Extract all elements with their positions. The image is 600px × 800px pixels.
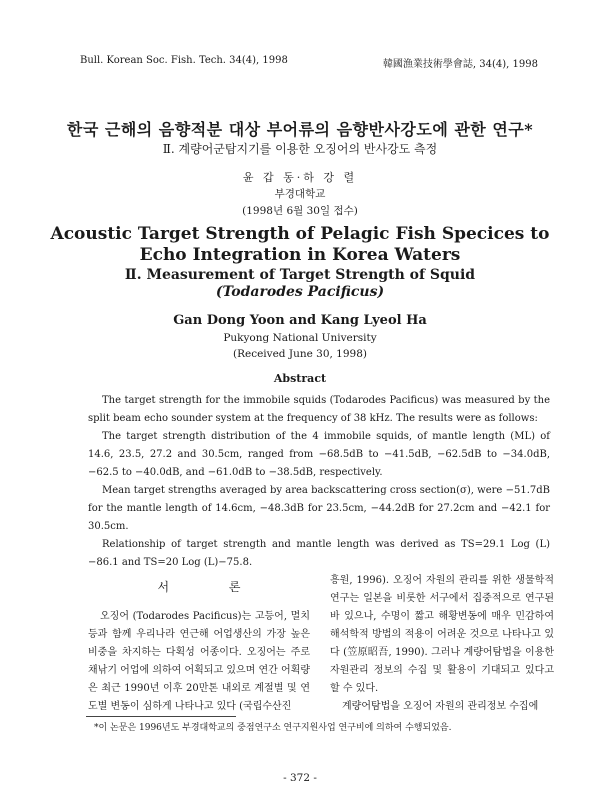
korean-subtitle: Ⅱ. 계량어군탐지기를 이용한 오징어의 반사강도 측정: [162, 142, 438, 156]
body-paragraph: 계량어탐법을 오징어 자원의 관리정보 수집에: [342, 701, 539, 712]
abstract-paragraph: Mean target strengths averaged by area backscattering cross section(σ), were −51.7dB for the mantle length of 14.6cm, −48.3dB for 23.5cm, −44.2dB for 27.2cm and −42.1 for 30.5cm.: [88, 485, 550, 532]
english-subtitle: [0, 267, 600, 301]
header-journal-ko: 韓國漁業技術學會誌, 34(4), 1998: [382, 59, 538, 70]
english-subtitle-line2: (Todarodes Pacificus): [215, 284, 385, 300]
page-number: - 372 -: [283, 772, 317, 784]
abstract-heading: Abstract: [273, 372, 327, 385]
abstract-paragraph: The target strength distribution of the 4 immobile squids, of mantle length (ML) of 14.6, 23.5, 27.2 and 30.5cm, ranged from −68.5dB to −41.5dB, −62.5dB to −34.0dB, −62.5 to −40.0dB, and −61.0dB to −38.5dB, respectively.: [88, 431, 550, 478]
section-heading-introduction: 서 론: [157, 580, 269, 594]
korean-authors: 윤 갑 동·하 강 렬: [242, 171, 358, 184]
abstract-body: [88, 392, 550, 572]
english-subtitle-line1: Ⅱ. Measurement of Target Strength of Squid: [124, 267, 476, 283]
english-title-line2: Echo Integration in Korea Waters: [139, 245, 461, 265]
english-title-line1: Acoustic Target Strength of Pelagic Fish Specices to: [50, 224, 550, 244]
abstract-paragraph: Relationship of target strength and mantle length was derived as TS=29.1 Log (L)−86.1 and TS=20 Log (L)−75.8.: [88, 539, 550, 568]
header-journal-en: Bull. Korean Soc. Fish. Tech. 34(4), 1998: [80, 55, 288, 66]
abstract-paragraph: The target strength for the immobile squids (Todarodes Pacificus) was measured by the split beam echo sounder system at the frequency of 38 kHz. The results were as follows:: [88, 395, 550, 424]
korean-received-date: (1998년 6월 30일 접수): [242, 205, 358, 217]
english-title: [0, 224, 600, 266]
body-column-left: [88, 572, 310, 716]
korean-affiliation: 부경대학교: [274, 188, 326, 200]
body-paragraph: 흥원, 1996). 오징어 자원의 관리를 위한 생물학적 연구는 일본을 비롯한 서구에서 집중적으로 연구된 바 있으나, 수명이 짧고 해황변동에 매우 민감하여 해석학적 방법의 적용이 어려운 것으로 나타나고 있다 (笠原昭吾, 1990). 그러나 계량어탐법을 이용한 자원관리 정보의 수집 및 활용이 기대되고 있다고 할 수 있다.: [330, 575, 554, 694]
english-received-date: (Received June 30, 1998): [232, 348, 367, 360]
footnote-divider: [86, 716, 236, 717]
footnote: *이 논문은 1996년도 부경대학교의 중점연구소 연구지원사업 연구비에 의하여 수행되었음.: [94, 723, 452, 733]
english-authors: Gan Dong Yoon and Kang Lyeol Ha: [173, 313, 427, 328]
korean-title: 한국 근해의 음향적분 대상 부어류의 음향반사강도에 관한 연구*: [66, 120, 534, 139]
body-paragraph: 오징어 (Todarodes Pacificus)는 고등어, 멸치 등과 함께 우리나라 연근해 어업생산의 가장 높은 비중을 차지하는 다획성 어종이다. 오징어는 주로 채낚기 어업에 의하여 어획되고 있으며 연간 어획량은 최근 1990년 이후 20만톤 내외로 계절별 및 연도별 변동이 심하게 나타나고 있다 (국립수산진: [88, 611, 310, 712]
body-column-right: [330, 572, 554, 716]
english-affiliation: Pukyong National University: [223, 332, 377, 344]
